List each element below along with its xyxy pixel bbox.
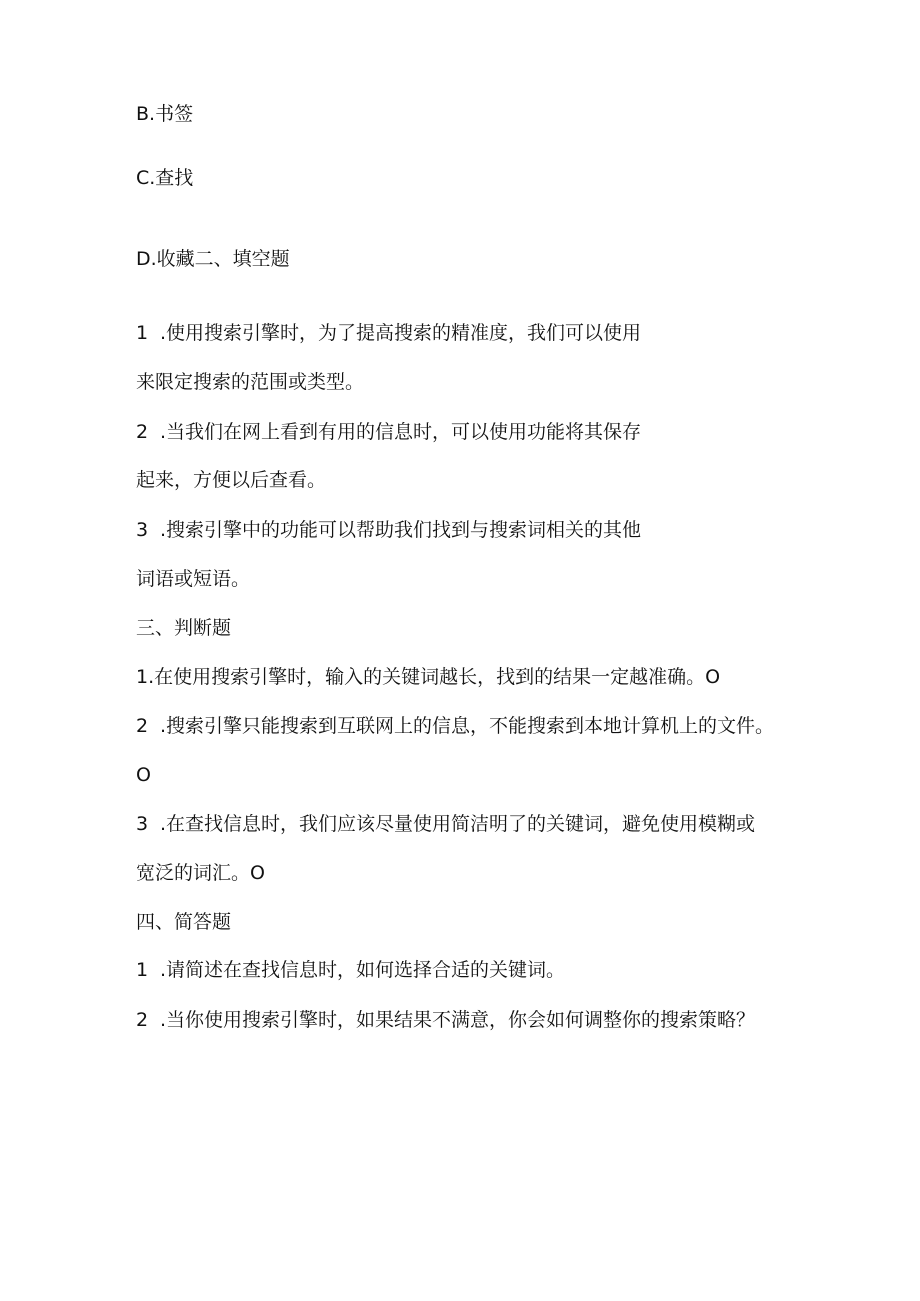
fill-question-1: 1 .使用搜索引擎时，为了提高搜索的精准度，我们可以使用 bbox=[136, 322, 642, 344]
option-d-and-section-heading: D.收藏二、填空题 bbox=[136, 248, 290, 270]
judge-question-3-continued: 宽泛的词汇。O bbox=[136, 862, 265, 884]
question-number: 3 bbox=[136, 813, 149, 835]
fill-question-1-continued: 来限定搜索的范围或类型。 bbox=[136, 371, 365, 393]
question-number: 2 bbox=[136, 1009, 149, 1031]
judge-question-2-continued: O bbox=[136, 764, 151, 786]
question-number: 1 bbox=[136, 322, 149, 344]
fill-question-3: 3 .搜索引擎中的功能可以帮助我们找到与搜索词相关的其他 bbox=[136, 519, 642, 541]
fill-question-2-continued: 起来，方便以后查看。 bbox=[136, 469, 327, 491]
fill-question-3-continued: 词语或短语。 bbox=[136, 568, 251, 590]
option-b: B.书签 bbox=[136, 103, 194, 125]
question-number: 3 bbox=[136, 519, 149, 541]
section-heading-short-answer: 四、简答题 bbox=[136, 911, 232, 933]
judge-question-3: 3 .在查找信息时，我们应该尽量使用简洁明了的关键词，避免使用模糊或 bbox=[136, 813, 756, 835]
short-question-1: 1 .请简述在查找信息时，如何选择合适的关键词。 bbox=[136, 959, 566, 981]
question-number: 1 bbox=[136, 959, 149, 981]
section-heading-judgement: 三、判断题 bbox=[136, 617, 232, 639]
judge-question-2: 2 .搜索引擎只能搜索到互联网上的信息，不能搜索到本地计算机上的文件。 bbox=[136, 715, 775, 737]
judge-question-1: 1.在使用搜索引擎时，输入的关键词越长，找到的结果一定越准确。O bbox=[136, 666, 721, 688]
question-number: 2 bbox=[136, 421, 149, 443]
fill-question-2: 2 .当我们在网上看到有用的信息时，可以使用功能将其保存 bbox=[136, 421, 642, 443]
option-c: C.查找 bbox=[136, 167, 194, 189]
question-number: 2 bbox=[136, 715, 149, 737]
short-question-2: 2 .当你使用搜索引擎时，如果结果不满意，你会如何调整你的搜索策略？ bbox=[136, 1009, 756, 1031]
